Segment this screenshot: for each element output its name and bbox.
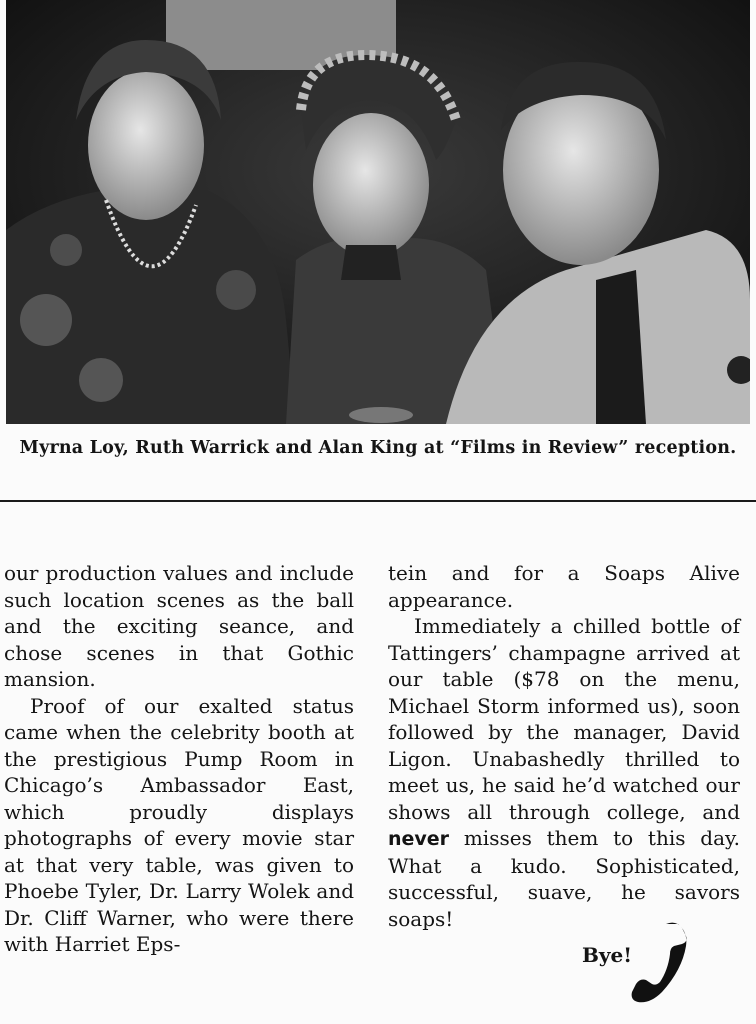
- article-photo: [6, 0, 750, 424]
- paragraph-text-continued: misses them to this day. What a kudo. Sophisticated, successful, suave, he savors soaps!: [388, 826, 741, 931]
- emphasis-never: never: [388, 828, 450, 850]
- divider-rule: [0, 500, 756, 502]
- telephone-handset-icon: [626, 918, 690, 1006]
- paragraph: our production values and include such location scenes as the ball and the exciting seance, and chose scenes in that Gothic mansion.: [4, 561, 354, 691]
- photo-caption: Myrna Loy, Ruth Warrick and Alan King at “Films in Review” reception.: [19, 438, 737, 458]
- paragraph-text: Immediately a chilled bottle of Tattingers’ champagne arrived at our table ($78 on the menu, Michael Storm informed us), soon followed by the manager, David Ligon. Unabashedly thrilled to meet us, he said he’d watched our shows all through college, and: [388, 614, 740, 824]
- paragraph: Proof of our exalted status came when the celebrity booth at the prestigious Pump Room in Chicago’s Ambassador East, which proudly displays photographs of every movie star at that very table, was given to Phoebe Tyler, Dr. Larry Wolek and Dr. Cliff Warner, who were there with Harriet Eps-: [4, 693, 354, 956]
- paragraph: [388, 613, 740, 932]
- photo-illustration: [6, 0, 750, 424]
- article-column-right: [388, 560, 740, 932]
- signoff: Bye!: [582, 943, 633, 967]
- paragraph: tein and for a Soaps Alive appearance.: [388, 561, 740, 612]
- article-column-left: [4, 560, 354, 958]
